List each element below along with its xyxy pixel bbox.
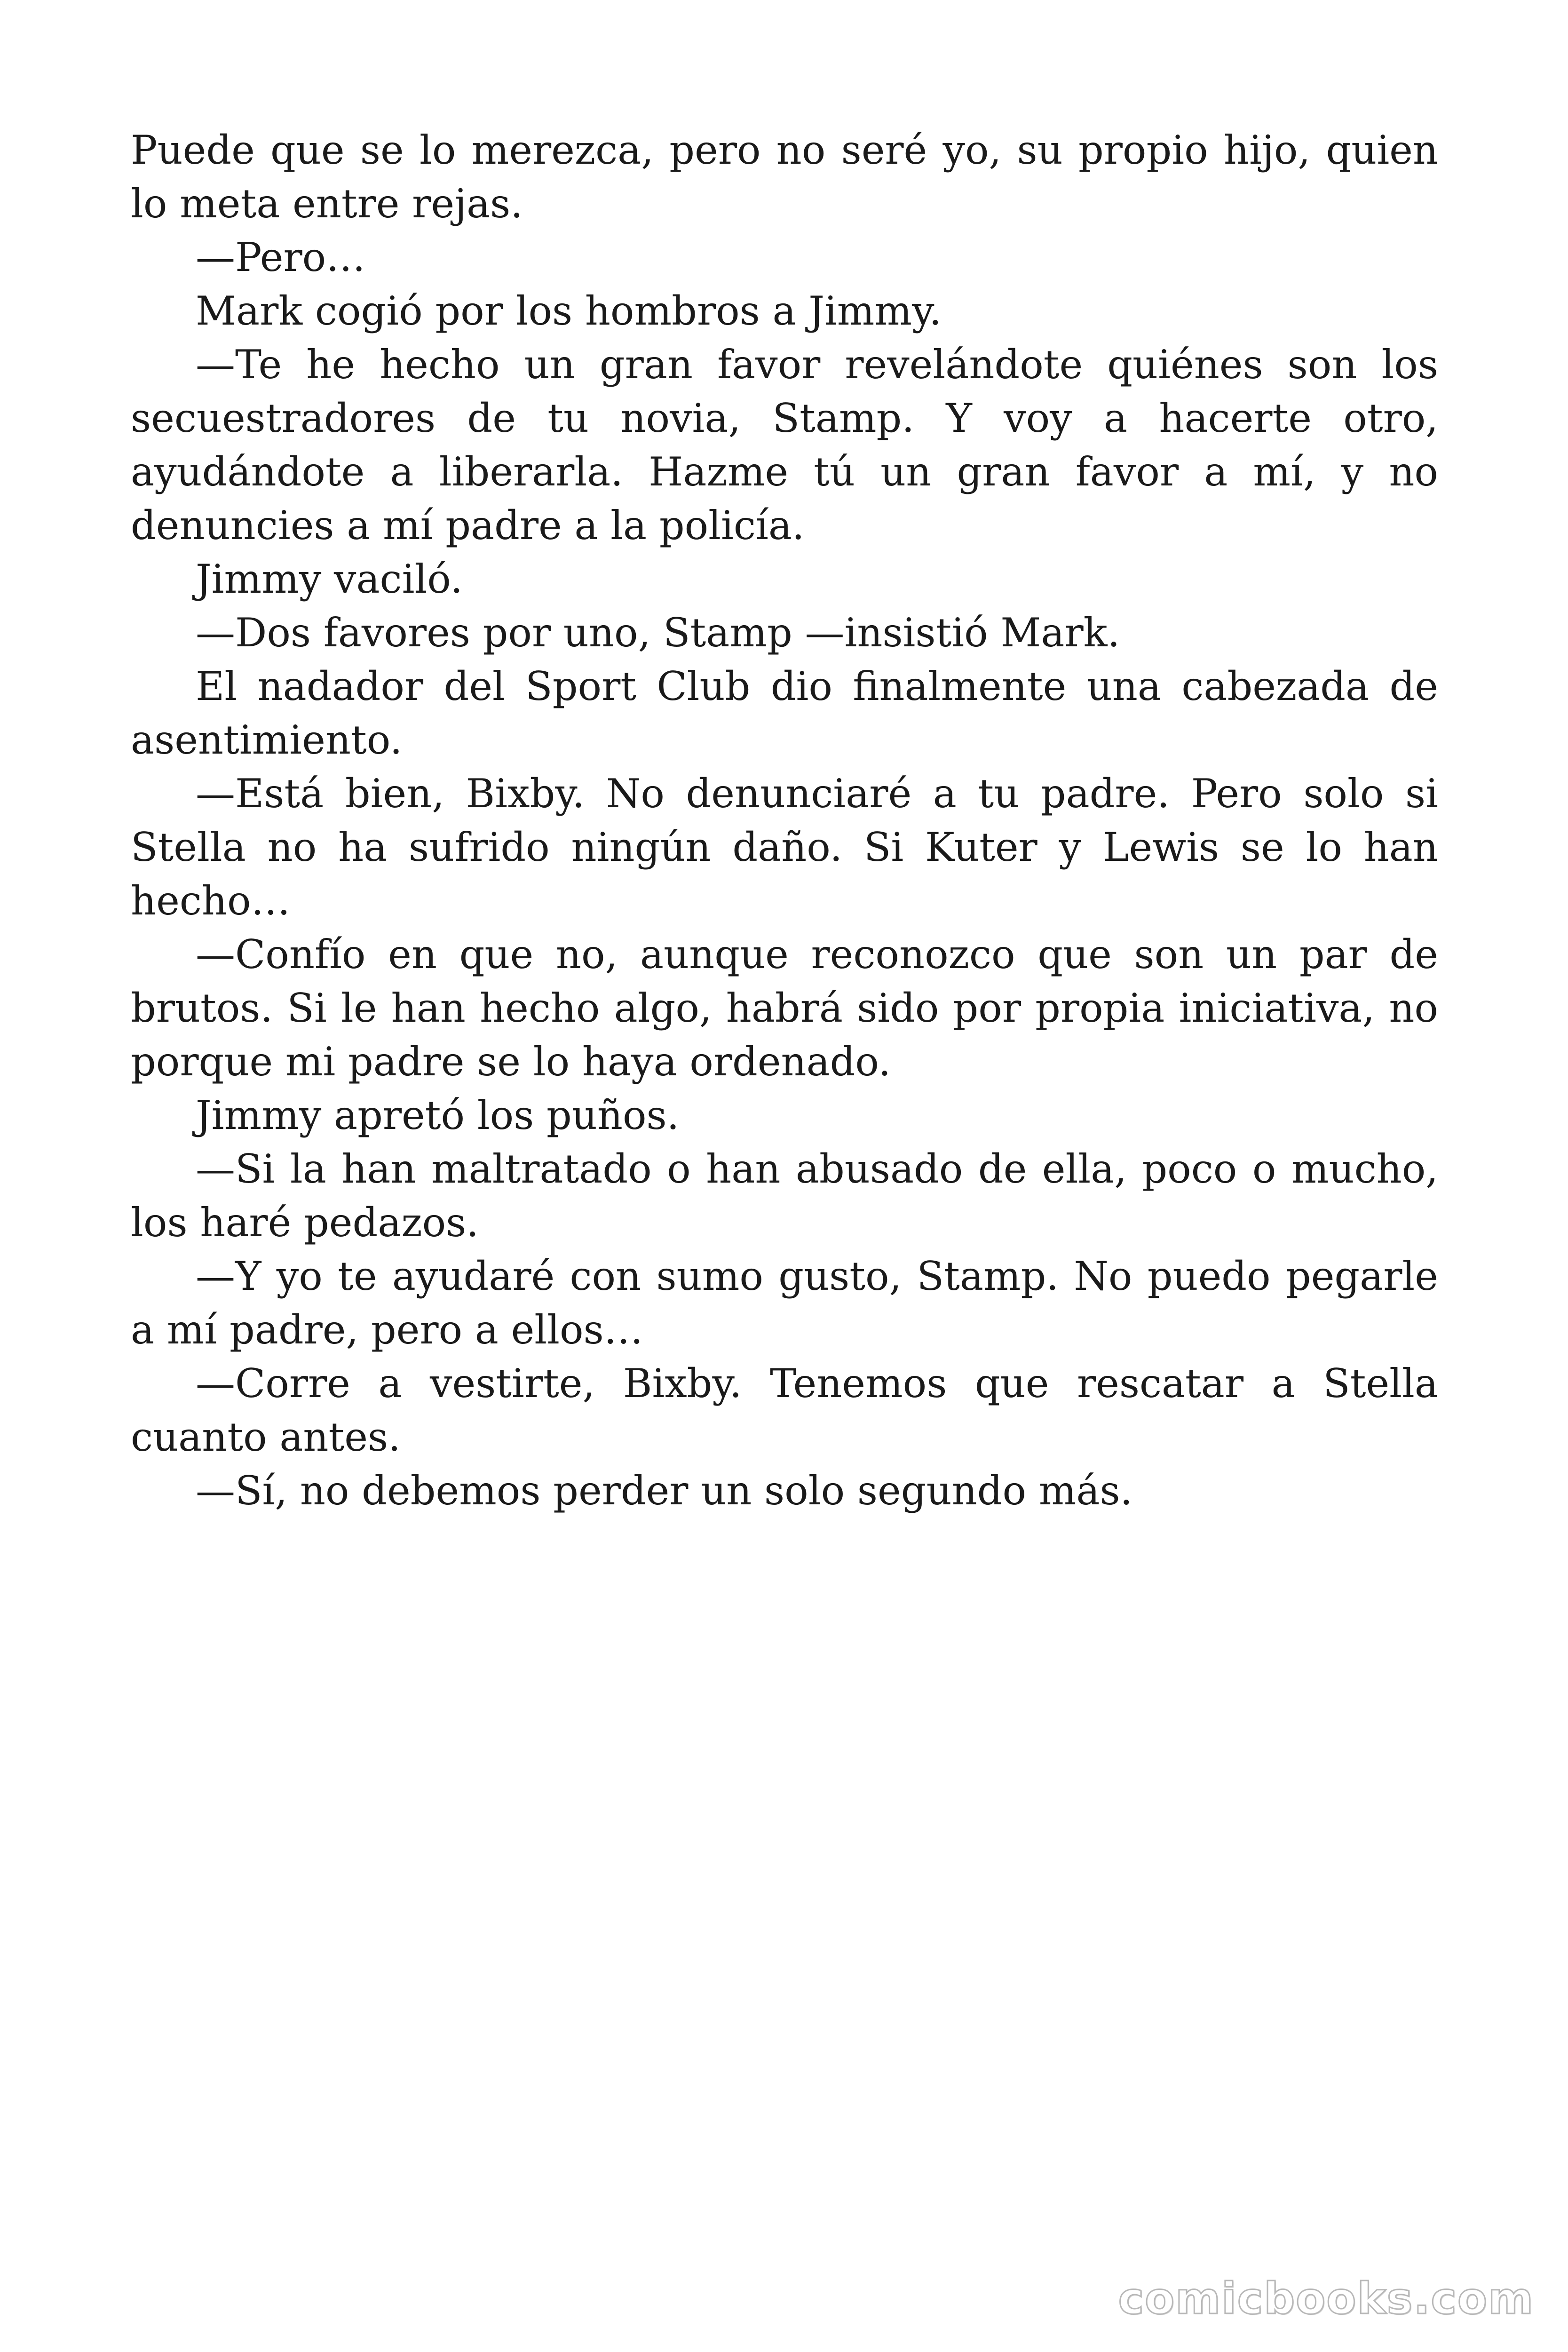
- paragraph: —Dos favores por uno, Stamp —insistió Mark.: [196, 610, 1120, 656]
- paragraph: —Está bien, Bixby. No denunciaré a tu padre. Pero solo si Stella no ha sufrido ningún daño. Si Kuter y Lewis se lo han hecho…: [131, 771, 1438, 924]
- body-text: [131, 123, 1438, 1518]
- paragraph: Mark cogió por los hombros a Jimmy.: [196, 288, 942, 334]
- paragraph: Jimmy vaciló.: [196, 556, 463, 602]
- paragraph: El nadador del Sport Club dio finalmente una cabezada de asentimiento.: [131, 663, 1438, 763]
- paragraph: —Pero…: [196, 234, 366, 280]
- paragraph: —Confío en que no, aunque reconozco que son un par de brutos. Si le han hecho algo, habrá sido por propia iniciativa, no porque mi padre se lo haya ordenado.: [131, 931, 1438, 1085]
- paragraph: Jimmy apretó los puños.: [196, 1092, 680, 1138]
- watermark: comicbooks.com: [1118, 2273, 1534, 2324]
- paragraph: —Te he hecho un gran favor revelándote quiénes son los secuestradores de tu novia, Stamp. Y voy a hacerte otro, ayudándote a liberarla. Hazme tú un gran favor a mí, y no denuncies a mí padre a la policía.: [131, 342, 1438, 548]
- paragraph: —Si la han maltratado o han abusado de ella, poco o mucho, los haré pedazos.: [131, 1146, 1438, 1246]
- paragraph: —Sí, no debemos perder un solo segundo más.: [196, 1468, 1133, 1514]
- paragraph: —Corre a vestirte, Bixby. Tenemos que rescatar a Stella cuanto antes.: [131, 1360, 1438, 1460]
- paragraph: Puede que se lo merezca, pero no seré yo, su propio hijo, quien lo meta entre rejas.: [131, 127, 1438, 227]
- paragraph: —Y yo te ayudaré con sumo gusto, Stamp. No puedo pegarle a mí padre, pero a ellos…: [131, 1253, 1438, 1353]
